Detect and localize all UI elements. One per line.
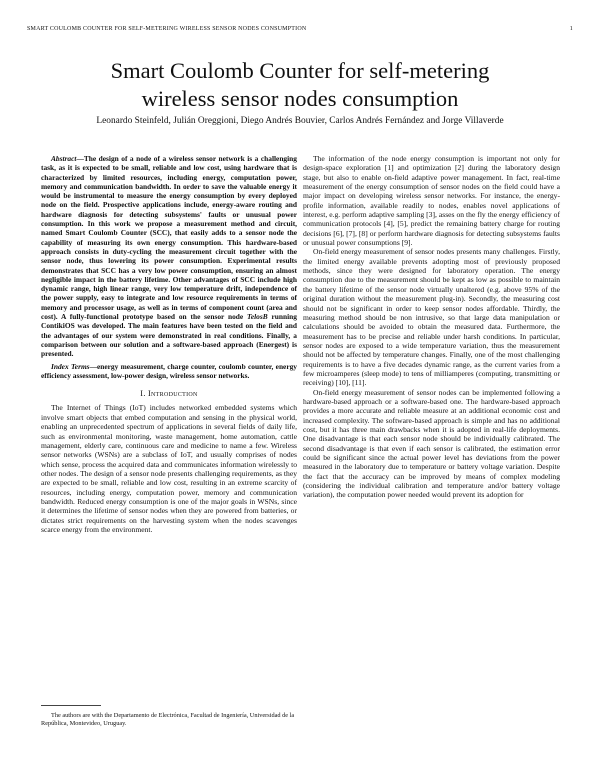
index-terms-label: Index Terms xyxy=(51,361,90,371)
running-title: SMART COULOMB COUNTER FOR SELF-METERING WIRELESS SENSOR NODES CONSUMPTION xyxy=(27,26,307,32)
footnote-text: The authors are with the Departamento de Electrónica, Facultad de Ingeniería, Universidad de la República, Montevideo, Uruguay. xyxy=(41,712,295,727)
body-paragraph: The Internet of Things (IoT) includes networked embedded systems which involve smart objects that embed computation and sensing in the physical world, enabling an unprecedented spectrum of applications in several fields of daily life, such as environmental monitoring, waste management, home automation, cattle management, elderly care, continuous care and medicine to name a few. Wireless sensor networks (WSNs) are a subclass of IoT, and usually comprises of nodes which sense, process the acquired data and communicates information wirelessly to other nodes. The design of a sensor node presents challenging requirements, as they are expected to be small, reliable and low cost, resulting in an extreme scarcity of resources, including energy, computation power, memory and communication bandwidth. Reduced energy consumption is one of the major goals in WSNs, since it determines the lifetime of sensor nodes when they are powered from batteries, or dictates strict requirements on the harvesting system when the nodes scavenges scarce energy from the environment. xyxy=(41,403,297,534)
paper-title xyxy=(60,57,540,113)
body-paragraph: On-field energy measurement of sensor nodes can be implemented following a hardware-based approach or a software-based one. The hardware-based approach provides a more accurate and reliable measure at an additional economic cost and increased complexity. The software-based approach is simple and has no additional cost, but it has three main drawbacks when it is adopted in real-life deployments. One disadvantage is that each sensor node should be individually calibrated. The second disadvantage is that even if each sensor is calibrated, the estimation error could be significant since the actual power level has deviations from the power measured in the laboratory due to temperature or battery voltage variation. Despite the fact that the accuracy can be improved by means of complex modeling (considering the individual calibration and temperature and/or battery voltage variation), the computation power needed would prevent its adoption for xyxy=(303,387,560,500)
abstract-telosb: TelosB xyxy=(247,312,268,322)
index-terms-text: —energy measurement, charge counter, coulomb counter, energy efficiency assessment, low-power design, wireless sensor networks. xyxy=(41,361,298,380)
footnote-rule xyxy=(41,705,101,706)
footnote xyxy=(41,712,297,728)
abstract-label: Abstract xyxy=(51,154,77,163)
paper-title-line-1: Smart Coulomb Counter for self-metering xyxy=(110,58,490,83)
abstract-text-end: running ContikiOS was developed. The main features have been tested on the field and the advantages of our system were demonstrated in real conditions. Finally, a comparison between our solution and a software-based approach (Energest) is presented. xyxy=(41,312,297,359)
right-column xyxy=(303,154,560,500)
abstract-text: —The design of a node of a wireless sensor network is a challenging task, as it is expected to be small, reliable and low cost, using hardware that is characterized by limited resources, including energy, computation power, memory and communication bandwidth. In order to save the valuable energy it would be instrumental to measure the energy consumption by every deployed node on the field. Prospective applications include, energy-aware routing and hardware diagnosis for detecting subsystems' faults or unusual power consumption. In this work we propose a measurement method and circuit, named Smart Coulomb Counter (SCC), that easily adds to a sensor node the capability of measuring its own energy consumption. This hardware-based approach consists in duty-cycling the measurement circuit together with the sensor node, thus lowering its power consumption. Experimental results demonstrates that SCC has a very low power consumption, ensuring an almost negligible impact in the battery lifetime. Other advantages of SCC include high dynamic range, high linear range, very low temperature drift, independence of the power supply, easy to integrate and low resource requirements in terms of memory and processor usage, as well as in terms of component count (area and cost). A fully-functional prototype based on the sensor node xyxy=(41,154,297,322)
running-header xyxy=(27,26,573,32)
index-terms xyxy=(41,362,297,381)
paper-title-line-2: wireless sensor nodes consumption xyxy=(141,86,459,111)
abstract xyxy=(41,154,297,380)
body-paragraph: On-field energy measurement of sensor nodes presents many challenges. Firstly, the limited energy available prevents adopting most of previously proposed methods, since they were designed for laboratory operation. The energy consumption due to the measurement should be kept as low as possible to maintain the battery lifetime of the sensor node virtually unaltered (e.g. above 95% of the original duration without the measurement plug-in). Secondly, the measuring cost should not be significant in order to keep sensor nodes affordable. Thirdly, the measuring method should be non intrusive, so that large data manipulation or calculations should be avoided to obtain the measured data. Furthermore, the measurement has to be precise and reliable under harsh conditions. In particular, sensor nodes are exposed to a wide temperature variation, thus the measurement should not be affected by temperature changes. Finally, one of the most challenging requirements is to have a five decades dynamic range, as the current varies from a few microamperes (sleep mode) to tens of milliamperes (computing, transmitting or receiving) [10], [11]. xyxy=(303,247,560,388)
page-number: 1 xyxy=(569,26,573,32)
body-paragraph: The information of the node energy consumption is important not only for design-space exploration [1] and optimization [2] during the laboratory design stage, but also to enable on-field adaptive power management. In fact, real-time measurement of the energy consumption of sensor nodes on the field could have a major impact on developing wireless sensor networks. For instance, the energy-profile information, available readily to nodes, enables novel applications of interest, e.g. perform adaptive sampling [3], asses on the fly the energy efficiency of communication protocols [4], [5], predict the remaining battery charge for routing decisions [6], [7], [8] or perform hardware diagnosis for detecting subsystems faults or unusual power consumptions [9]. xyxy=(303,154,560,248)
section-heading-introduction: I. Introduction xyxy=(140,389,198,399)
author-list: Leonardo Steinfeld, Julián Oreggioni, Diego Andrés Bouvier, Carlos Andrés Fernández and Jorge Villaverde xyxy=(96,116,504,126)
left-column xyxy=(41,154,297,534)
